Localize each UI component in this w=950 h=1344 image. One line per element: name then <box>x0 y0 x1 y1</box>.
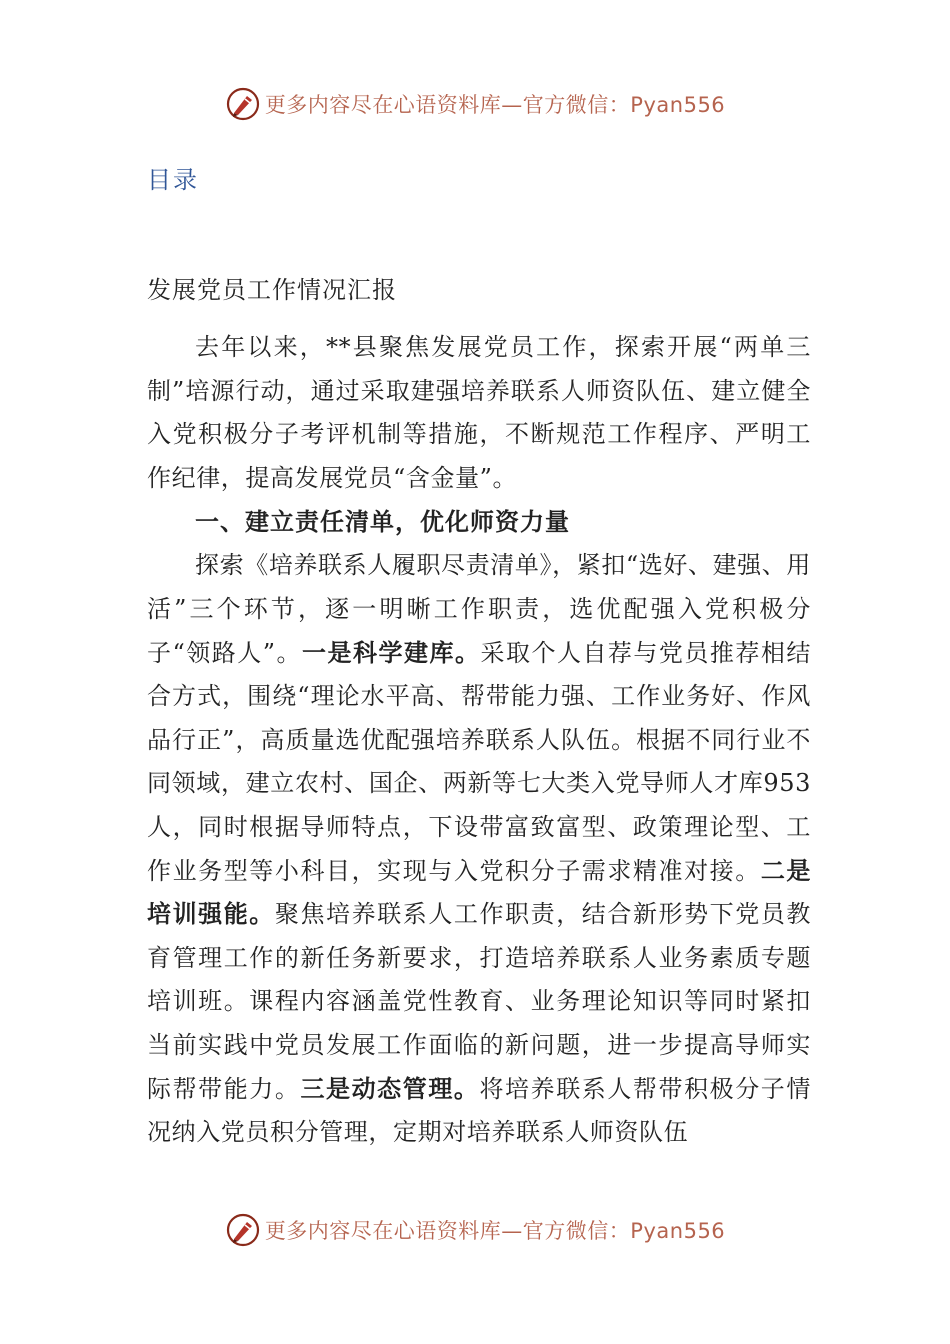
bold-lead-2: 二是培训强能。 <box>147 856 812 929</box>
pen-nib-logo-icon <box>225 1212 261 1248</box>
bold-lead-3: 三是动态管理。 <box>300 1074 480 1103</box>
document-title: 发展党员工作情况汇报 <box>147 276 397 304</box>
header-watermark-banner <box>0 84 950 124</box>
section-paragraph <box>147 544 811 1154</box>
section-text-3: 聚焦培养联系人工作职责，结合新形势下党员教育管理工作的新任务新要求，打造培养联系人业务素质专题培训班。课程内容涵盖党性教育、业务理论知识等同时紧扣当前实践中党员发展工作面临的新问题，进一步提高导师实际帮带能力。 <box>147 900 812 1103</box>
bold-lead-1: 一是科学建库。 <box>302 638 481 667</box>
document-body <box>147 268 811 1155</box>
footer-watermark-banner <box>0 1210 950 1250</box>
watermark-text: 更多内容尽在心语资料库—官方微信：Pyan556 <box>264 93 726 117</box>
section-text-2: 采取个人自荐与党员推荐相结合方式，围绕“理论水平高、帮带能力强、工作业务好、作风品行正”，高质量选优配强培养联系人队伍。根据不同行业不同领域，建立农村、国企、两新等七大类入党导师人才库953人，同时根据导师特点，下设带富致富型、政策理论型、工作业务型等小科目，实现与入党积分子需求精准对接。 <box>147 638 811 885</box>
section-heading: 一、建立责任清单，优化师资力量 <box>195 508 570 537</box>
section-text-1: 探索《培养联系人履职尽责清单》，紧扣“选好、建强、用活”三个环节，逐一明晰工作职责，选优配强入党积极分子“领路人”。 <box>147 551 811 667</box>
pen-nib-logo-icon <box>225 86 261 122</box>
intro-paragraph: 去年以来，**县聚焦发展党员工作，探索开展“两单三制”培源行动，通过采取建强培养联系人师资队伍、建立健全入党积极分子考评机制等措施，不断规范工作程序、严明工作纪律，提高发展党员“含金量”。 <box>147 333 811 492</box>
toc-link[interactable]: 目录 <box>147 166 199 194</box>
watermark-text: 更多内容尽在心语资料库—官方微信：Pyan556 <box>264 1219 726 1243</box>
section-text-4: 将培养联系人帮带积极分子情况纳入党员积分管理，定期对培养联系人师资队伍 <box>147 1074 811 1147</box>
